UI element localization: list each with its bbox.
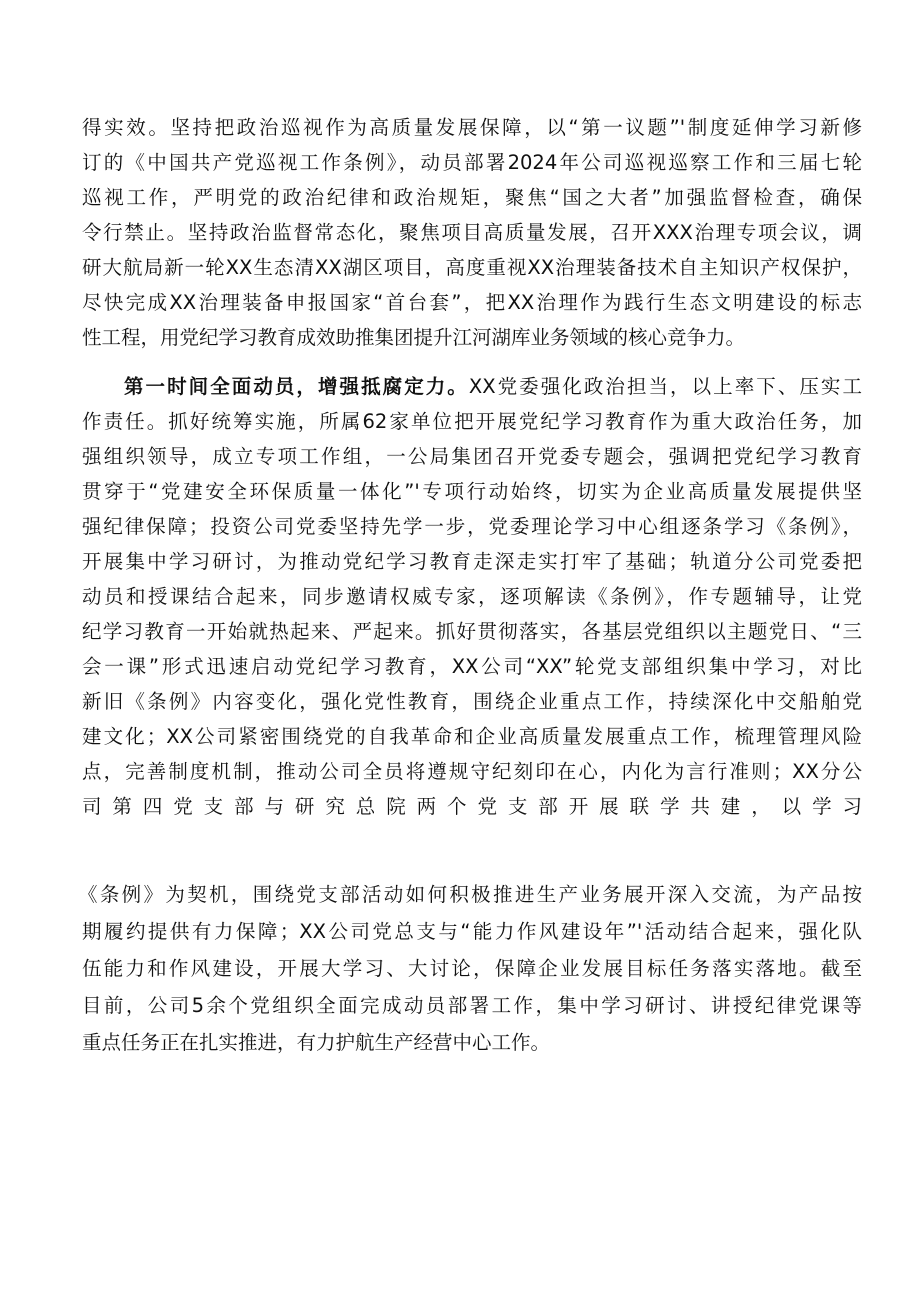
paragraph-2-line-9: 会一课”形式迅速启动党纪学习教育，XX公司“XX”轮党支部组织集中学习，对比 xyxy=(82,655,862,678)
paragraph-1-line-6: 尽快完成XX治理装备申报国家“首台套”，把XX治理作为践行生态文明建设的标志 xyxy=(82,291,862,314)
paragraph-2-line-2: 作责任。抓好统筹实施，所属62家单位把开展党纪学习教育作为重大政治任务，加 xyxy=(82,410,862,433)
paragraph-2-line-3: 强组织领导，成立专项工作组，一公局集团召开党委专题会，强调把党纪学习教育 xyxy=(82,445,862,468)
paragraph-3-line-3: 伍能力和作风建设，开展大学习、大讨论，保障企业发展目标任务落实落地。截至 xyxy=(82,957,862,980)
paragraph-2-lead-heading: 第一时间全面动员，增强抵腐定力。 xyxy=(124,375,469,398)
paragraph-2-line-4: 贯穿于“党建安全环保质量一体化”'专项行动始终，切实为企业高质量发展提供坚 xyxy=(82,480,862,503)
paragraph-2-line-5: 强纪律保障；投资公司党委坚持先学一步，党委理论学习中心组逐条学习《条例》， xyxy=(82,515,862,538)
paragraph-1-line-7: 性工程，用党纪学习教育成效助推集团提升江河湖库业务领域的核心竞争力。 xyxy=(82,326,746,349)
paragraph-3-line-5: 重点任务正在扎实推进，有力护航生产经营中心工作。 xyxy=(82,1031,551,1054)
paragraph-2-line-6: 开展集中学习研讨，为推动党纪学习教育走深走实打牢了基础；轨道分公司党委把 xyxy=(82,550,862,573)
paragraph-1-line-1: 得实效。坚持把政治巡视作为高质量发展保障，以“第一议题”'制度延伸学习新修 xyxy=(82,116,862,139)
paragraph-2-line-13: 司第四党支部与研究总院两个党支部开展联学共建，以学习 xyxy=(82,795,862,818)
paragraph-3-line-2: 期履约提供有力保障；XX公司党总支与“能力作风建设年”'活动结合起来，强化队 xyxy=(82,920,862,943)
paragraph-2-line-11: 建文化；XX公司紧密围绕党的自我革命和企业高质量发展重点工作，梳理管理风险 xyxy=(82,725,862,748)
paragraph-2-line-8: 纪学习教育一开始就热起来、严起来。抓好贯彻落实，各基层党组织以主题党日、“三 xyxy=(82,620,862,643)
paragraph-1-line-3: 巡视工作，严明党的政治纪律和政治规矩，聚焦“国之大者”加强监督检查，确保 xyxy=(82,186,862,209)
paragraph-1-line-5: 研大航局新一轮XX生态清XX湖区项目，高度重视XX治理装备技术自主知识产权保护， xyxy=(82,256,862,279)
paragraph-1-line-2: 订的《中国共产党巡视工作条例》，动员部署2024年公司巡视巡察工作和三届七轮 xyxy=(82,151,862,174)
paragraph-3-line-1: 《条例》为契机，围绕党支部活动如何积极推进生产业务展开深入交流，为产品按 xyxy=(78,883,862,906)
paragraph-2-line-10: 新旧《条例》内容变化，强化党性教育，围绕企业重点工作，持续深化中交船舶党 xyxy=(82,690,862,713)
paragraph-2-line-1 xyxy=(124,373,862,401)
paragraph-2-line-12: 点，完善制度机制，推动公司全员将遵规守纪刻印在心，内化为言行准则；XX分公 xyxy=(82,760,862,783)
paragraph-3-line-4: 目前，公司5余个党组织全面完成动员部署工作，集中学习研讨、讲授纪律党课等 xyxy=(82,994,862,1017)
paragraph-2-line-7: 动员和授课结合起来，同步邀请权威专家，逐项解读《条例》，作专题辅导，让党 xyxy=(82,585,862,608)
paragraph-1-line-4: 令行禁止。坚持政治监督常态化，聚焦项目高质量发展，召开XXX治理专项会议，调 xyxy=(82,221,862,244)
paragraph-2-line-1-rest: XX党委强化政治担当，以上率下、压实工 xyxy=(468,375,862,398)
